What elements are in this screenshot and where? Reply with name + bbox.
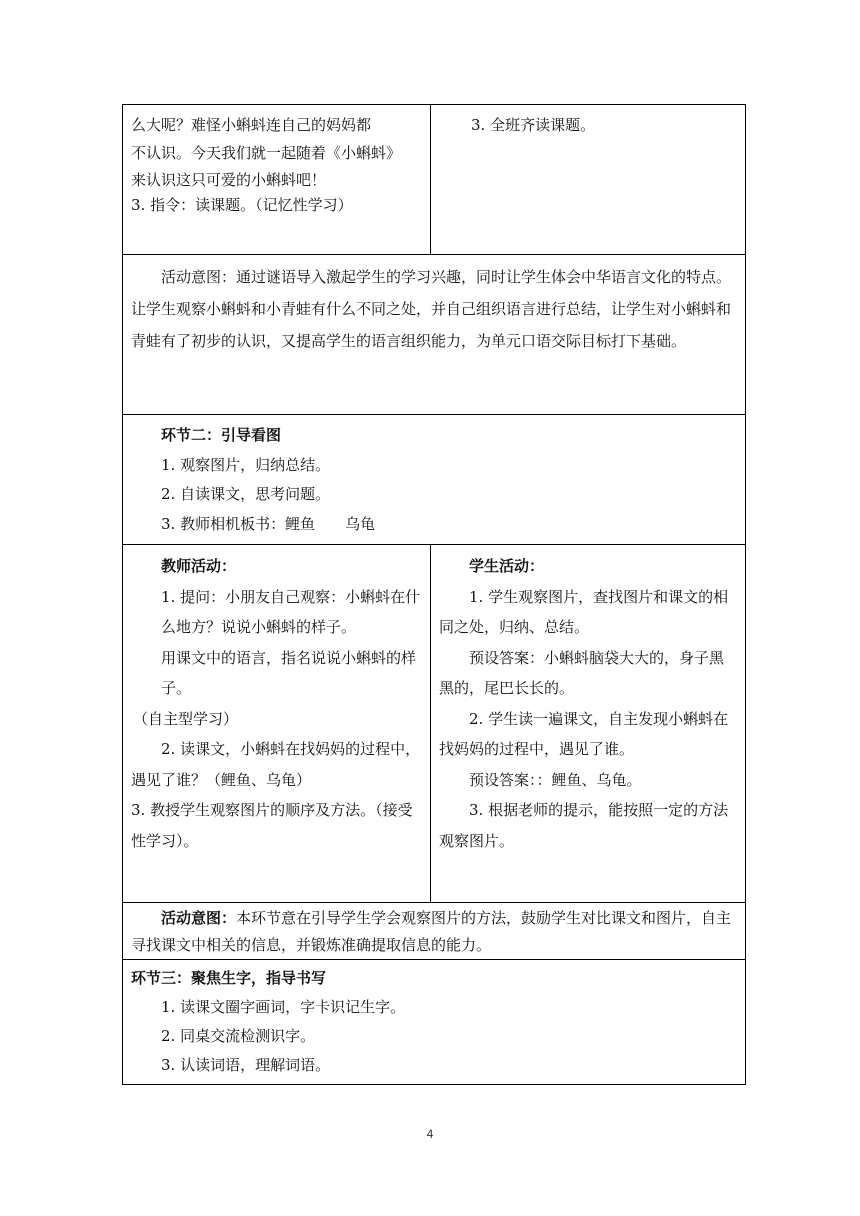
activity-intent-text	[131, 905, 737, 959]
teacher-item: 用课文中的语言，指名说说小蝌蚪的样子。	[161, 648, 417, 697]
student-activity-title: 学生活动：	[469, 557, 545, 575]
list-item: 1. 读课文圈字画词，字卡识记生字。	[161, 998, 406, 1016]
list-item: 3. 教师相机板书：鲤鱼 乌龟	[161, 514, 376, 533]
table-row	[123, 960, 746, 1085]
lesson-plan-table	[122, 104, 746, 1085]
table-row	[123, 105, 746, 255]
activity-intent-label: 活动意图：	[161, 909, 237, 927]
table-row	[123, 545, 746, 903]
text-line: 来认识这只可爱的小蝌蚪吧！	[131, 171, 327, 189]
list-item: 1. 观察图片，归纳总结。	[161, 455, 331, 474]
teacher-item: 3. 教授学生观察图片的顺序及方法。（接受性学习）。	[131, 801, 413, 850]
student-item: 2. 学生读一遍课文，自主发现小蝌蚪在找妈妈的过程中，遇见了谁。	[439, 709, 729, 758]
student-item: 预设答案：：鲤鱼、乌龟。	[469, 770, 642, 789]
teacher-item: （自主型学习）	[133, 709, 239, 728]
teacher-item: 2. 读课文，小蝌蚪在找妈妈的过程中，遇见了谁？（鲤鱼、乌龟）	[131, 740, 421, 789]
table-row	[123, 903, 746, 960]
activity-intent-cell	[123, 255, 746, 415]
student-cell-continued	[431, 105, 746, 255]
page-number: 4	[426, 1127, 434, 1141]
list-item: 2. 同桌交流检测识字。	[161, 1027, 316, 1045]
student-item: 预设答案：小蝌蚪脑袋大大的，身子黑黑的，尾巴长长的。	[439, 648, 725, 697]
text-line: 么大呢？难怪小蝌蚪连自己的妈妈都	[131, 116, 372, 134]
teacher-activity-cell	[123, 545, 431, 903]
text-line: 3. 指令：读课题。（记忆性学习）	[131, 196, 353, 214]
section-two-cell	[123, 415, 746, 545]
table-row	[123, 415, 746, 545]
student-item: 1. 学生观察图片，查找图片和课文的相同之处，归纳、总结。	[439, 587, 729, 636]
text-line: 3. 全班齐读课题。	[471, 116, 596, 134]
text-line: 不认识。今天我们就一起随着《小蝌蚪》	[131, 144, 402, 162]
activity-intent-text: 活动意图：通过谜语导入激起学生的学习兴趣，同时让学生体会中华语言文化的特点。让学生观察小蝌蚪和小青蛙有什么不同之处，并自己组织语言进行总结，让学生对小蝌蚪和青蛙有了初步的认识，又提高学生的语言组织能力，为单元口语交际目标打下基础。	[131, 268, 732, 350]
activity-intent-cell-2	[123, 903, 746, 960]
section-three-cell	[123, 960, 746, 1085]
student-activity-cell	[431, 545, 746, 903]
teacher-item: 1. 提问：小朋友自己观察：小蝌蚪在什么地方？说说小蝌蚪的样子。	[161, 587, 421, 636]
teacher-activity-title: 教师活动：	[161, 557, 237, 575]
activity-intent-body: 本环节意在引导学生学会观察图片的方法，鼓励学生对比课文和图片，自主寻找课文中相关的信息，并锻炼准确提取信息的能力。	[131, 909, 732, 954]
list-item: 3. 认读词语，理解词语。	[161, 1056, 331, 1074]
section-title: 环节二：引导看图	[161, 426, 282, 444]
teacher-cell-continued	[123, 105, 431, 255]
list-item: 2. 自读课文，思考问题。	[161, 485, 331, 503]
student-item: 3. 根据老师的提示，能按照一定的方法观察图片。	[439, 801, 729, 850]
section-title: 环节三：聚焦生字，指导书写	[131, 969, 327, 987]
table-row	[123, 255, 746, 415]
